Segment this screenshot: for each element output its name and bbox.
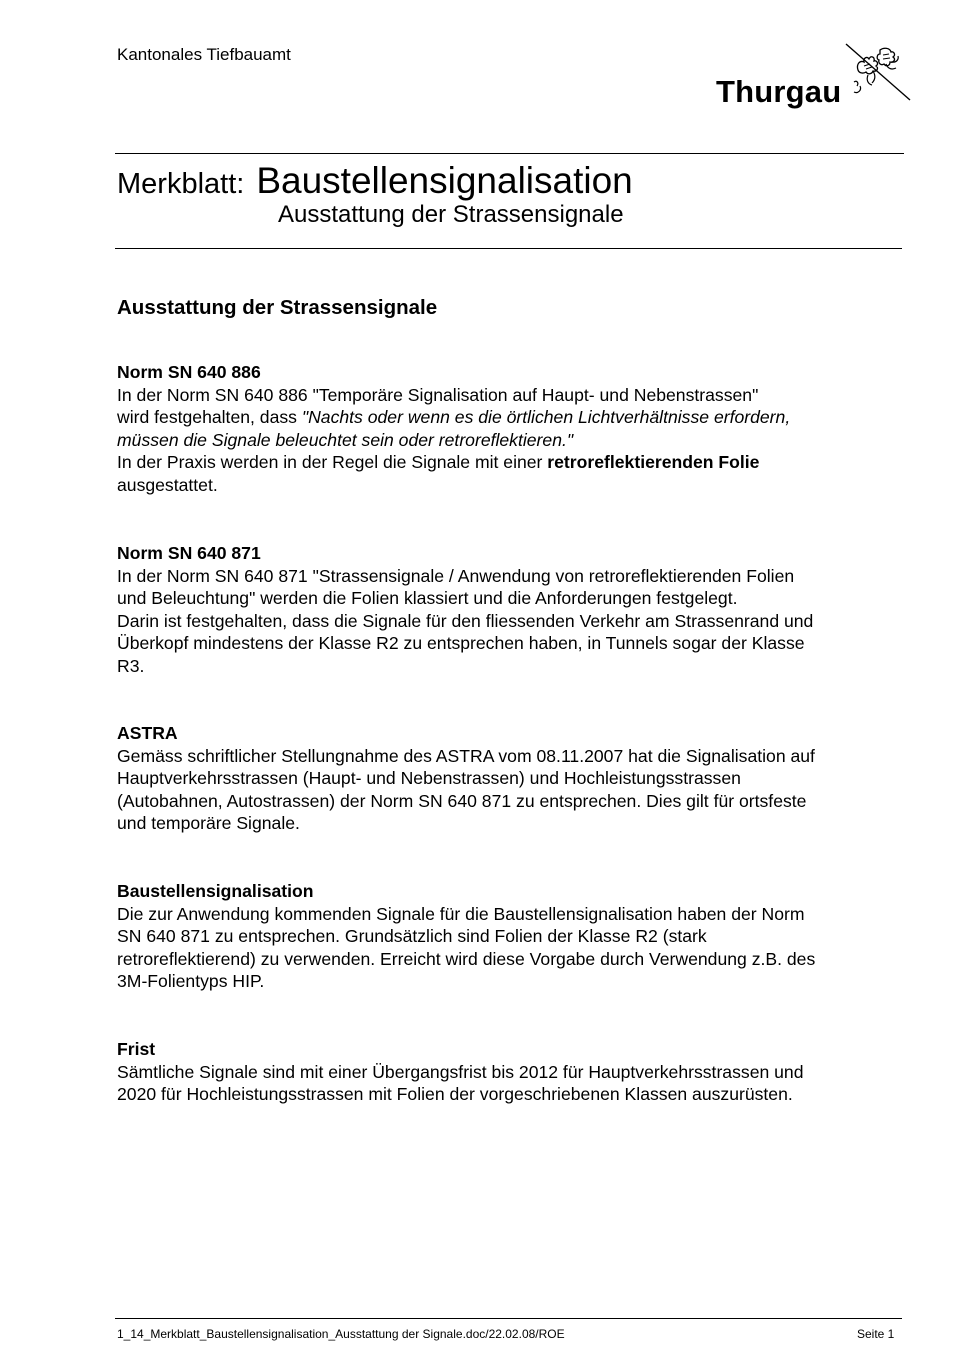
title-rule bbox=[115, 248, 902, 249]
title-main: Baustellensignalisation bbox=[256, 160, 633, 201]
logo-text: Thurgau bbox=[716, 74, 842, 109]
paragraph-line: Die zur Anwendung kommenden Signale für die Baustellensignalisation haben der Norm bbox=[117, 903, 805, 924]
section-norm-871 bbox=[117, 542, 907, 678]
section-title: ASTRA bbox=[117, 723, 178, 743]
main-heading: Ausstattung der Strassensignale bbox=[117, 296, 438, 319]
section-title: Norm SN 640 871 bbox=[117, 543, 261, 563]
paragraph-line: Darin ist festgehalten, dass die Signale für den fliessenden Verkehr am Strassenrand und bbox=[117, 610, 814, 631]
header-rule bbox=[115, 153, 904, 154]
section-astra bbox=[117, 722, 907, 835]
paragraph-line: In der Norm SN 640 886 "Temporäre Signalisation auf Haupt- und Nebenstrassen" bbox=[117, 384, 759, 405]
paragraph-line: retroreflektierend) zu verwenden. Erreicht wird diese Vorgabe durch Verwendung z.B. des bbox=[117, 948, 816, 969]
section-norm-886 bbox=[117, 361, 907, 497]
section-baustellensignalisation bbox=[117, 880, 907, 993]
lion-emblem-icon bbox=[844, 42, 912, 102]
paragraph-line: Überkopf mindestens der Klasse R2 zu entsprechen haben, in Tunnels sogar der Klasse bbox=[117, 633, 805, 654]
paragraph-line: Hauptverkehrsstrassen (Haupt- und Nebenstrassen) und Hochleistungsstrassen bbox=[117, 768, 741, 789]
text-quote: "Nachts oder wenn es die örtlichen Lichtverhältnisse erfordern, bbox=[301, 407, 791, 428]
paragraph-line: und temporäre Signale. bbox=[117, 813, 300, 834]
paragraph-line: 2020 für Hochleistungsstrassen mit Folien der vorgeschriebenen Klassen auszurüsten. bbox=[117, 1084, 793, 1105]
paragraph-line: (Autobahnen, Autostrassen) der Norm SN 640 871 zu entsprechen. Dies gilt für ortsfeste bbox=[117, 790, 807, 811]
paragraph-line bbox=[117, 451, 907, 474]
section-title: Norm SN 640 886 bbox=[117, 362, 261, 382]
paragraph-line: Gemäss schriftlicher Stellungnahme des ASTRA vom 08.11.2007 hat die Signalisation auf bbox=[117, 745, 815, 766]
paragraph-line: und Beleuchtung" werden die Folien klassiert und die Anforderungen festgelegt. bbox=[117, 588, 738, 609]
section-frist bbox=[117, 1038, 907, 1106]
canton-logo bbox=[716, 42, 912, 114]
text-quote: müssen die Signale beleuchtet sein oder retroreflektieren." bbox=[117, 429, 574, 450]
paragraph-line: In der Norm SN 640 871 "Strassensignale / Anwendung von retroreflektierenden Folien bbox=[117, 565, 795, 586]
section-title: Frist bbox=[117, 1039, 156, 1059]
paragraph-line: R3. bbox=[117, 655, 145, 676]
title-prefix: Merkblatt: bbox=[117, 168, 245, 200]
paragraph-line: ausgestattet. bbox=[117, 474, 218, 495]
footer-rule bbox=[115, 1318, 902, 1319]
document-subtitle: Ausstattung der Strassensignale bbox=[278, 201, 624, 228]
paragraph-line: 3M-Folientyps HIP. bbox=[117, 971, 265, 992]
paragraph-line: SN 640 871 zu entsprechen. Grundsätzlich sind Folien der Klasse R2 (stark bbox=[117, 926, 707, 947]
text-plain: wird festgehalten, dass bbox=[117, 407, 302, 428]
document-title bbox=[117, 160, 633, 202]
text-plain: In der Praxis werden in der Regel die Signale mit einer bbox=[117, 452, 548, 473]
paragraph-line bbox=[117, 406, 907, 429]
section-title: Baustellensignalisation bbox=[117, 881, 314, 901]
paragraph-line: Sämtliche Signale sind mit einer Übergangsfrist bis 2012 für Hauptverkehrsstrassen und bbox=[117, 1061, 804, 1082]
department-name: Kantonales Tiefbauamt bbox=[117, 45, 291, 64]
text-emphasis: retroreflektierenden Folie bbox=[547, 452, 760, 473]
page-number: Seite 1 bbox=[857, 1327, 895, 1341]
paragraph-line bbox=[117, 429, 907, 452]
footer-filename: 1_14_Merkblatt_Baustellensignalisation_Ausstattung der Signale.doc/22.02.08/ROE bbox=[117, 1327, 565, 1341]
